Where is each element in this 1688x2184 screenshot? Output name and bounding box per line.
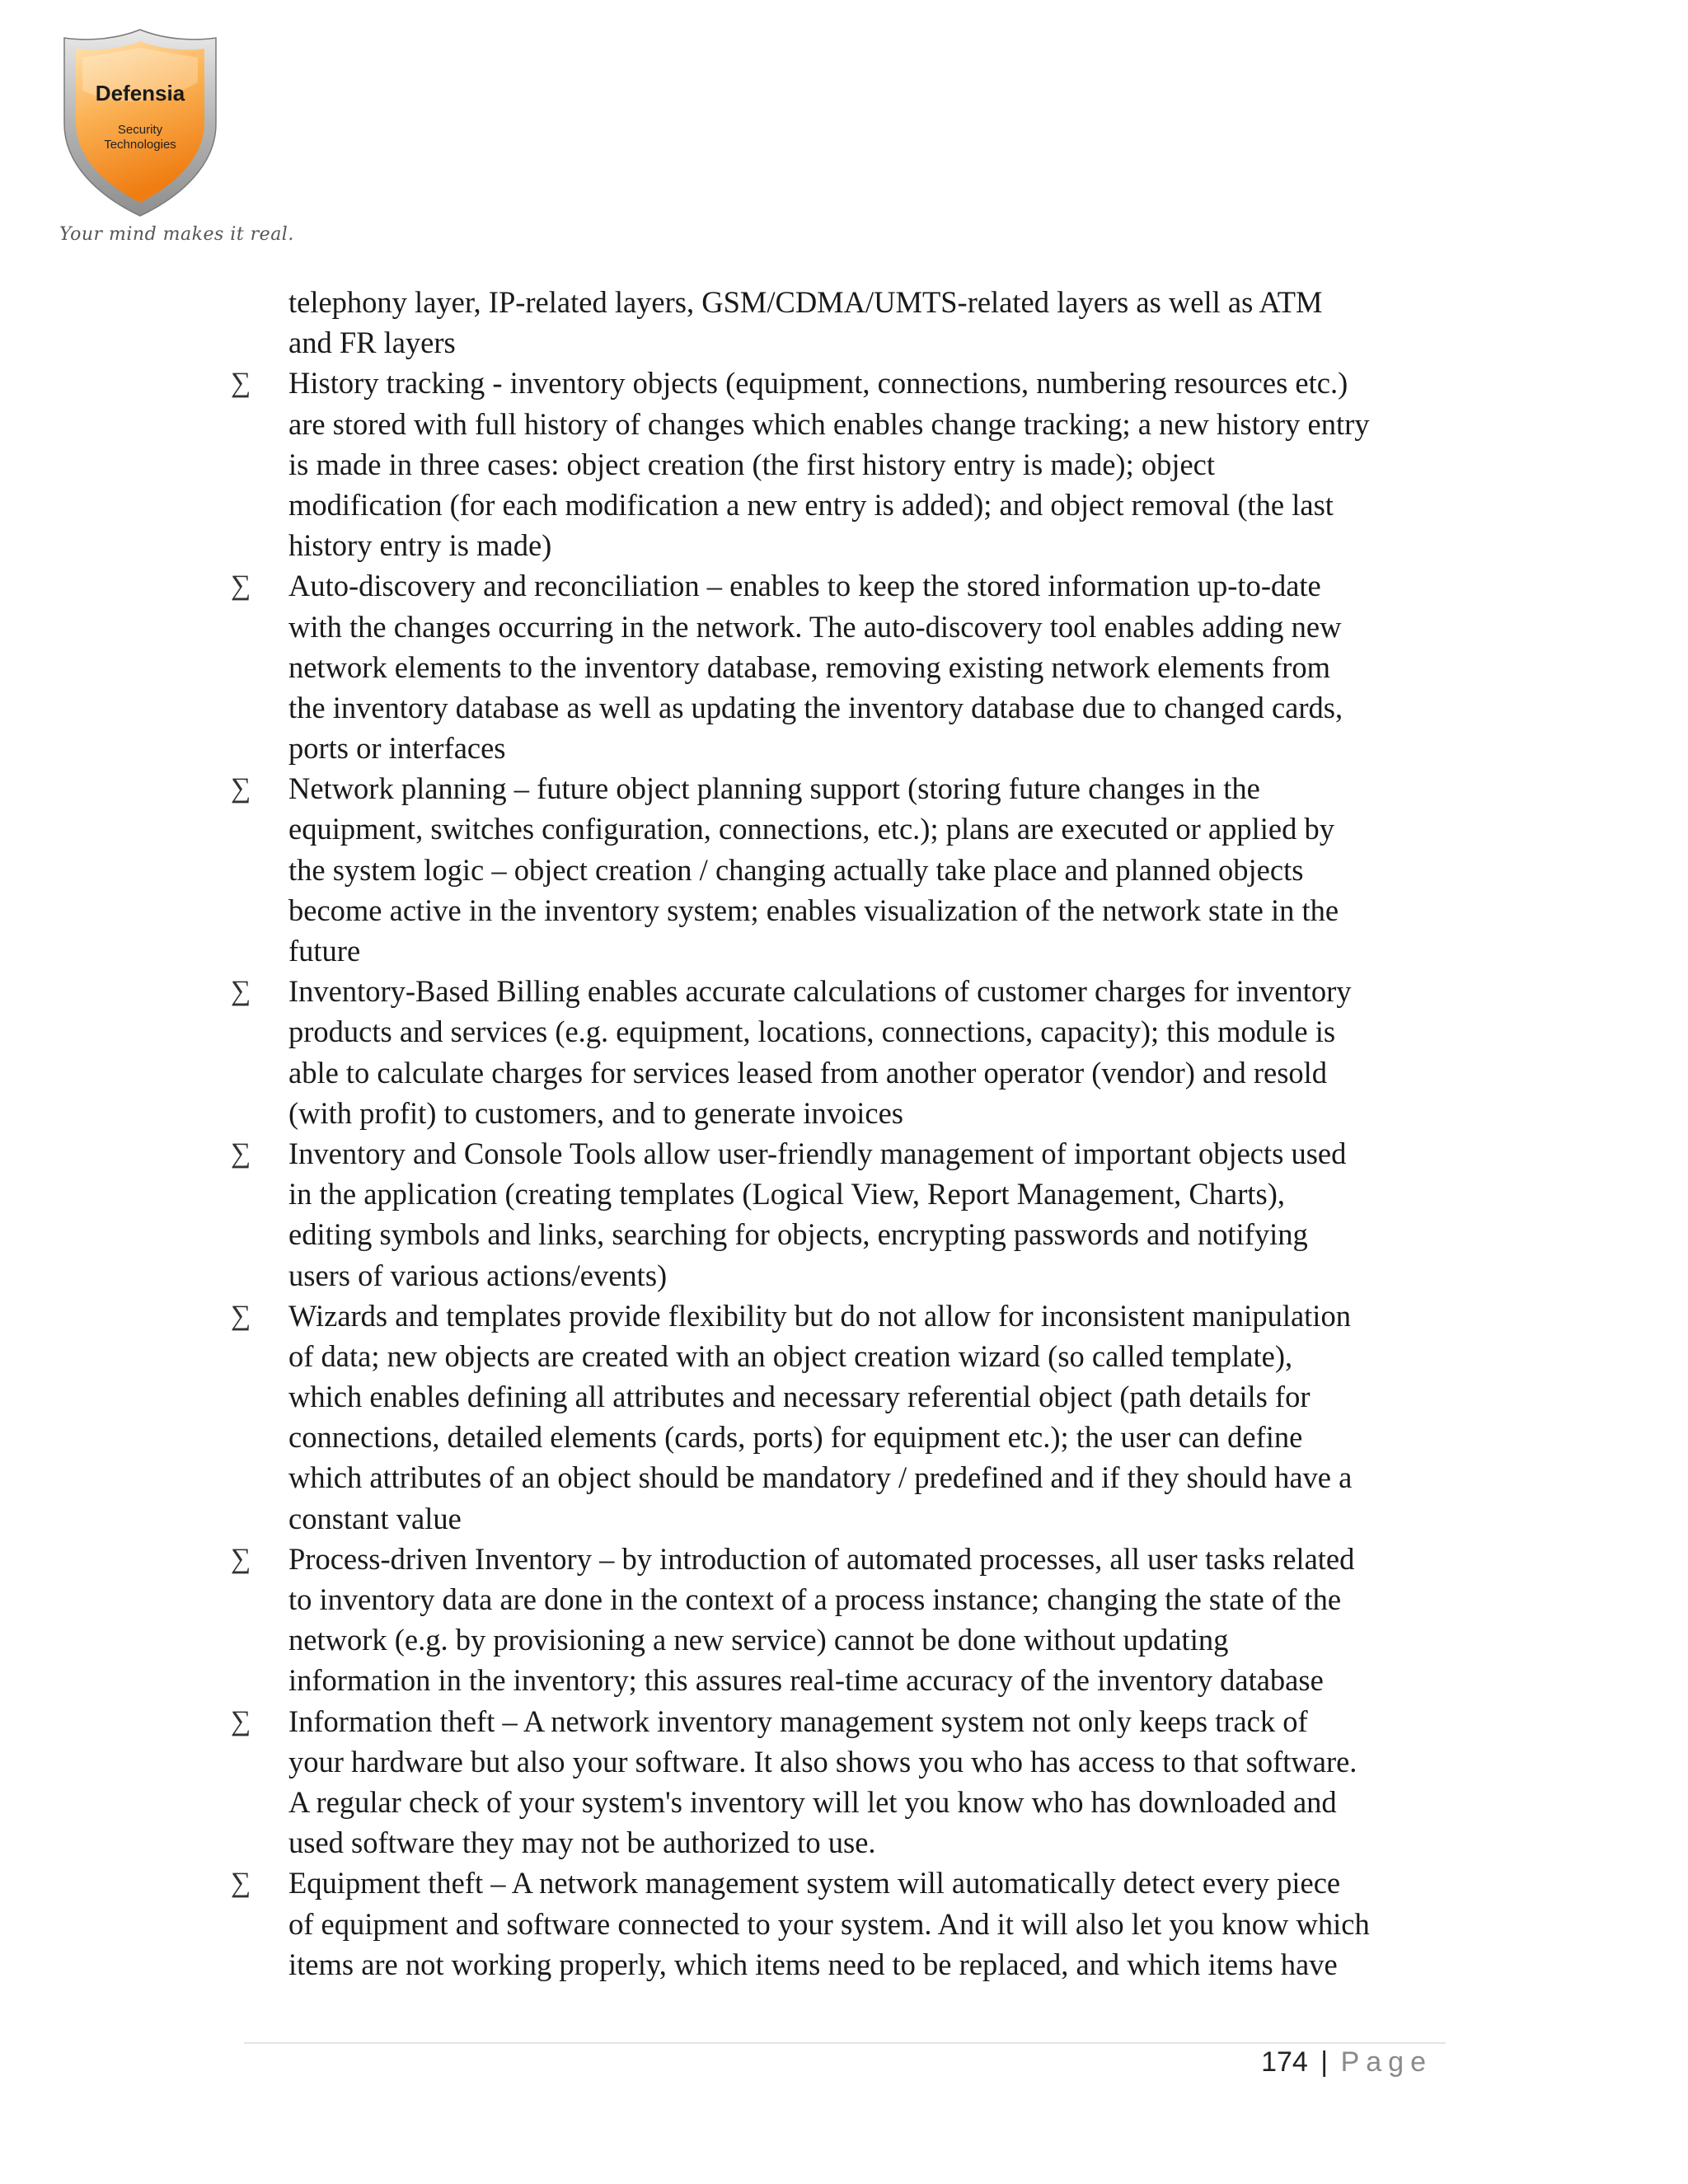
line-text: Equipment theft – A network management system will automatically detect every piece bbox=[288, 1866, 1341, 1900]
text-line bbox=[288, 728, 1451, 768]
text-line bbox=[288, 1619, 1451, 1660]
line-text: equipment, switches configuration, connections, etc.); plans are executed or applied by bbox=[288, 812, 1334, 846]
bullet-icon: ∑ bbox=[231, 570, 251, 602]
line-text: future bbox=[288, 934, 361, 968]
text-line bbox=[288, 930, 1451, 971]
text-line bbox=[288, 485, 1451, 525]
line-text: become active in the inventory system; enables visualization of the network state in the bbox=[288, 893, 1339, 927]
text-line bbox=[288, 1457, 1451, 1497]
footer-divider bbox=[244, 2042, 1446, 2044]
line-text: users of various actions/events) bbox=[288, 1258, 668, 1292]
line-text: of equipment and software connected to your system. And it will also let you know which bbox=[288, 1906, 1370, 1941]
logo-tagline: Your mind makes it real. bbox=[59, 224, 294, 245]
text-line bbox=[288, 1904, 1451, 1944]
text-line bbox=[231, 1701, 1451, 1741]
line-text: which enables defining all attributes and necessary referential object (path details for bbox=[288, 1380, 1311, 1414]
text-line bbox=[231, 1539, 1451, 1579]
line-text: is made in three cases: object creation (the first history entry is made); object bbox=[288, 447, 1216, 481]
text-line bbox=[288, 1782, 1451, 1822]
text-line bbox=[231, 1133, 1451, 1174]
line-text: (with profit) to customers, and to generate invoices bbox=[288, 1095, 904, 1130]
text-line bbox=[288, 525, 1451, 565]
bullet-icon: ∑ bbox=[231, 1868, 251, 1899]
continued-paragraph bbox=[288, 282, 1451, 363]
text-line bbox=[288, 1741, 1451, 1782]
line-text: items are not working properly, which items need to be replaced, and which items have bbox=[288, 1947, 1338, 1981]
text-line bbox=[288, 808, 1451, 849]
line-text: Wizards and templates provide flexibility but do not allow for inconsistent manipulation bbox=[288, 1298, 1351, 1333]
text-line bbox=[288, 322, 1451, 363]
page-number: 174 bbox=[1261, 2046, 1308, 2078]
line-text: Information theft – A network inventory management system not only keeps track of bbox=[288, 1704, 1308, 1738]
text-line bbox=[288, 1822, 1451, 1863]
text-line bbox=[231, 768, 1451, 808]
line-text: are stored with full history of changes which enables change tracking; a new history entry bbox=[288, 406, 1370, 441]
line-text: network (e.g. by provisioning a new service) cannot be done without updating bbox=[288, 1623, 1229, 1657]
line-text: A regular check of your system's inventory will let you know who has downloaded and bbox=[288, 1784, 1337, 1819]
line-text: the system logic – object creation / changing actually take place and planned objects bbox=[288, 852, 1304, 887]
text-line bbox=[288, 1417, 1451, 1457]
line-text: to inventory data are done in the context of a process instance; changing the state of the bbox=[288, 1582, 1342, 1616]
page-label: Page bbox=[1340, 2046, 1432, 2078]
line-text: Inventory and Console Tools allow user-friendly management of important objects used bbox=[288, 1136, 1347, 1170]
text-line bbox=[288, 1944, 1451, 1985]
line-text: modification (for each modification a new entry is added); and object removal (the last bbox=[288, 487, 1334, 522]
bullet-item bbox=[231, 1296, 1451, 1539]
line-text: connections, detailed elements (cards, ports) for equipment etc.); the user can define bbox=[288, 1420, 1303, 1455]
bullet-icon: ∑ bbox=[231, 368, 251, 399]
text-line bbox=[231, 1863, 1451, 1903]
bullet-icon: ∑ bbox=[231, 773, 251, 804]
line-text: History tracking - inventory objects (equipment, connections, numbering resources etc.) bbox=[288, 366, 1348, 401]
text-line bbox=[288, 1011, 1451, 1052]
text-line bbox=[288, 1498, 1451, 1539]
text-line bbox=[288, 607, 1451, 647]
text-line bbox=[288, 444, 1451, 485]
bullet-item bbox=[231, 1701, 1451, 1863]
line-text: telephony layer, IP-related layers, GSM/CDMA/UMTS-related layers as well as ATM bbox=[288, 285, 1323, 319]
line-text: ports or interfaces bbox=[288, 731, 506, 766]
text-line bbox=[288, 1579, 1451, 1619]
text-line bbox=[288, 1052, 1451, 1093]
line-text: and FR layers bbox=[288, 326, 456, 360]
text-line bbox=[231, 565, 1451, 606]
line-text: which attributes of an object should be mandatory / predefined and if they should have a bbox=[288, 1460, 1353, 1495]
line-text: information in the inventory; this assures real-time accuracy of the inventory database bbox=[288, 1663, 1324, 1698]
text-line bbox=[288, 1093, 1451, 1133]
logo-subtitle-line1: Security bbox=[117, 123, 163, 137]
text-line bbox=[288, 1660, 1451, 1700]
text-line bbox=[288, 282, 1451, 322]
line-text: history entry is made) bbox=[288, 528, 552, 563]
line-text: products and services (e.g. equipment, locations, connections, capacity); this module is bbox=[288, 1015, 1336, 1049]
bullet-icon: ∑ bbox=[231, 1705, 251, 1736]
line-text: used software they may not be authorized to use. bbox=[288, 1825, 876, 1860]
line-text: network elements to the inventory database, removing existing network elements from bbox=[288, 649, 1330, 684]
text-line bbox=[288, 404, 1451, 444]
logo-brand: Defensia bbox=[95, 81, 185, 105]
page-footer bbox=[1261, 2046, 1432, 2079]
shield-icon bbox=[58, 25, 223, 223]
line-text: in the application (creating templates (Logical View, Report Management, Charts), bbox=[288, 1177, 1286, 1212]
text-line bbox=[288, 1336, 1451, 1376]
text-line bbox=[231, 1296, 1451, 1336]
line-text: able to calculate charges for services leased from another operator (vendor) and resold bbox=[288, 1055, 1328, 1090]
bullet-item bbox=[231, 1133, 1451, 1296]
line-text: Network planning – future object planning support (storing future changes in the bbox=[288, 771, 1260, 806]
line-text: of data; new objects are created with an object creation wizard (so called template), bbox=[288, 1338, 1293, 1373]
bullet-item bbox=[231, 971, 1451, 1133]
bullet-icon: ∑ bbox=[231, 976, 251, 1007]
text-line bbox=[288, 1376, 1451, 1417]
text-line bbox=[231, 363, 1451, 403]
bullet-item bbox=[231, 565, 1451, 768]
bullet-item bbox=[231, 768, 1451, 971]
text-line bbox=[288, 687, 1451, 728]
footer-separator: | bbox=[1320, 2046, 1329, 2078]
text-line bbox=[288, 1255, 1451, 1296]
line-text: the inventory database as well as updating the inventory database due to changed cards, bbox=[288, 690, 1343, 724]
bullet-item bbox=[231, 1863, 1451, 1985]
bullet-icon: ∑ bbox=[231, 1543, 251, 1574]
logo-subtitle-line2: Technologies bbox=[104, 138, 176, 152]
text-line bbox=[288, 890, 1451, 930]
text-line bbox=[231, 971, 1451, 1011]
bullet-item bbox=[231, 363, 1451, 565]
line-text: Auto-discovery and reconciliation – enables to keep the stored information up-to-date bbox=[288, 569, 1321, 603]
text-line bbox=[288, 850, 1451, 890]
page-body bbox=[231, 282, 1451, 1985]
bullet-icon: ∑ bbox=[231, 1300, 251, 1331]
text-line bbox=[288, 1214, 1451, 1254]
bullet-icon: ∑ bbox=[231, 1137, 251, 1169]
line-text: your hardware but also your software. It also shows you who has access to that software. bbox=[288, 1744, 1357, 1779]
bullet-item bbox=[231, 1539, 1451, 1701]
line-text: with the changes occurring in the network. The auto-discovery tool enables adding new bbox=[288, 609, 1342, 644]
text-line bbox=[288, 647, 1451, 687]
line-text: editing symbols and links, searching for objects, encrypting passwords and notifying bbox=[288, 1217, 1308, 1252]
text-line bbox=[288, 1174, 1451, 1214]
line-text: constant value bbox=[288, 1501, 462, 1535]
line-text: Process-driven Inventory – by introduction of automated processes, all user tasks related bbox=[288, 1541, 1355, 1576]
line-text: Inventory-Based Billing enables accurate calculations of customer charges for inventory bbox=[288, 974, 1352, 1009]
